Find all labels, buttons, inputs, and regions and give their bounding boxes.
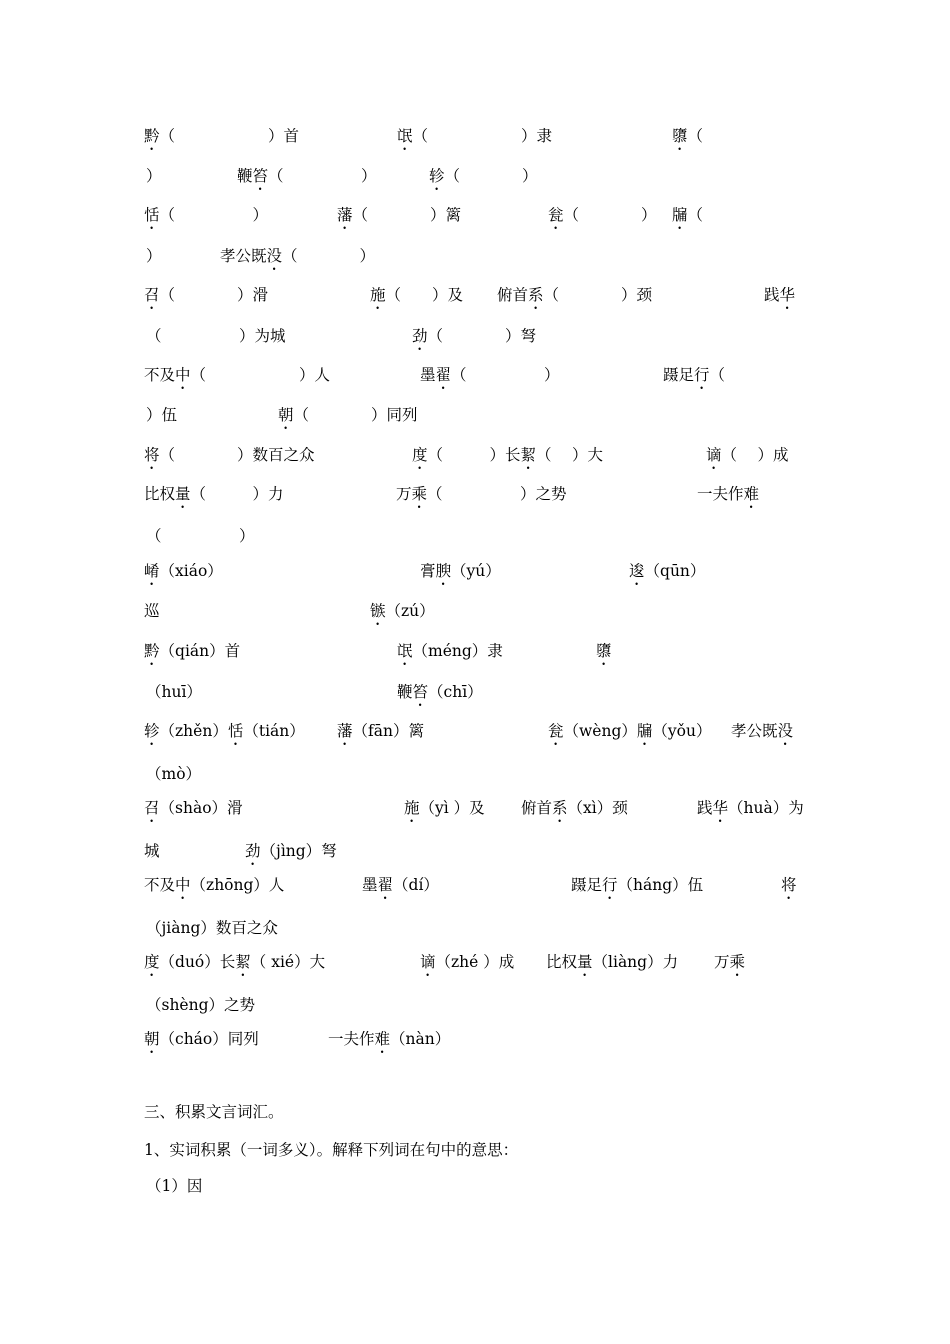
exercise-item: 度（ ）长絜（ ）大 [412,446,603,464]
exercise-item: 召（ ）滑 [144,286,269,304]
answer-item: 谪（zhé ）成 [420,953,515,971]
exercise-item: 孝公既没（ ） [220,247,376,265]
answer-item: 镞（zú） [370,602,435,620]
exercise-item: 一夫作难 [697,485,760,503]
exercise-item: ）伍 [146,406,178,424]
exercise-item: 藩（ ）篱 [337,206,462,224]
exercise-item: 践华 [764,286,796,304]
exercise-item: 轸（ ） [429,167,538,185]
exercise-item: 将（ ）数百之众 [144,446,315,464]
question-item: （1）因 [146,1177,203,1195]
exercise-item: 俯首系（ ）颈 [497,286,653,304]
answer-item: 崤（xiáo） [144,562,223,580]
exercise-item: 万乘（ ）之势 [396,485,567,503]
answer-item: 不及中（zhōng）人 [144,876,285,894]
exercise-item: 黔（ ）首 [144,127,300,145]
answer-item: 将 [781,876,797,894]
answer-item: 度（duó）长絜（ xié）大 [144,953,326,971]
exercise-item: 氓（ ）隶 [397,127,553,145]
answer-item: 践华（huà）为 [697,799,804,817]
question-text: 1、实词积累（一词多义）。解释下列词在句中的意思： [144,1141,519,1159]
exercise-item: 不及中（ ）人 [144,366,331,384]
exercise-item: 蹑足行（ [663,366,726,384]
answer-item: 孝公既没 [731,722,794,740]
answer-item: 膏腴（yú） [420,562,501,580]
section-heading: 三、积累文言词汇。 [144,1103,284,1121]
exercise-item: 朝（ ）同列 [278,406,418,424]
answer-item: 轸（zhěn）恬（tián） [144,722,305,740]
exercise-item: 墨翟（ ） [420,366,560,384]
answer-item: （mò） [146,765,202,783]
exercise-item: 瓮（ ） [548,206,657,224]
answer-item: 藩（fān）篱 [337,722,424,740]
answer-item: 召（shào）滑 [144,799,243,817]
answer-item: 隳 [596,642,612,660]
exercise-item: 恬（ ） [144,206,269,224]
exercise-item: 劲（ ）弩 [412,327,537,345]
exercise-item: 谪（ ）成 [706,446,789,464]
answer-item: 鞭笞（chī） [397,683,483,701]
answer-item: 黔（qián）首 [144,642,241,660]
answer-item: 俯首系（xì）颈 [521,799,628,817]
answer-item: 城 [144,842,160,860]
answer-item: 万乘 [714,953,746,971]
answer-item: 墨翟（dí） [362,876,439,894]
answer-item: （huī） [146,683,202,701]
answer-item: 朝（cháo）同列 [144,1030,259,1048]
answer-item: 劲（jìng）弩 [245,842,337,860]
answer-item: 逡（qūn） [629,562,706,580]
exercise-item: 比权量（ ）力 [144,485,284,503]
exercise-item: （ ） [146,527,255,545]
answer-item: 氓（méng）隶 [397,642,503,660]
answer-item: 一夫作难（nàn） [328,1030,451,1048]
answer-item: 巡 [144,602,160,620]
exercise-item: ） [146,247,162,265]
exercise-item: 隳（ [672,127,704,145]
answer-item: 瓮（wèng）牖（yǒu） [548,722,712,740]
exercise-item: 鞭笞（ ） [237,167,377,185]
answer-item: 蹑足行（háng）伍 [571,876,704,894]
exercise-item: （ ）为城 [146,327,286,345]
exercise-item: ） [146,167,162,185]
answer-item: 施（yì ）及 [404,799,485,817]
answer-item: （jiàng）数百之众 [146,919,278,937]
answer-item: （shèng）之势 [146,996,256,1014]
exercise-item: 施（ ）及 [370,286,464,304]
answer-item: 比权量（liàng）力 [546,953,679,971]
exercise-item: 牖（ [672,206,704,224]
